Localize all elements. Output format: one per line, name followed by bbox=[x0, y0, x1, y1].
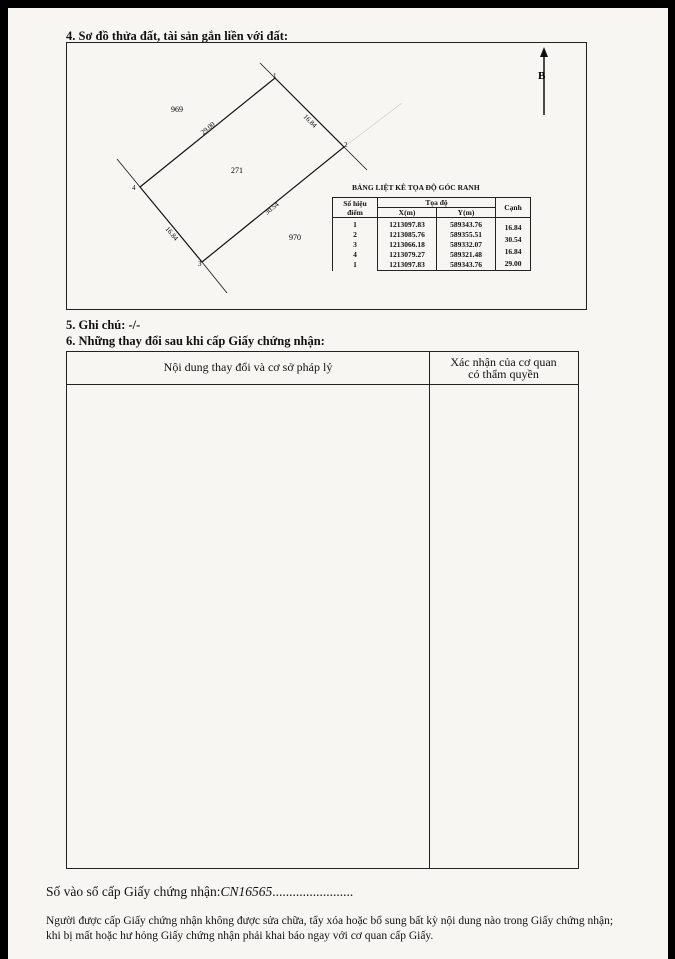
parcel-number: 271 bbox=[231, 166, 243, 175]
north-arrow-head-icon bbox=[540, 47, 548, 57]
table-cell: 1213097.83 bbox=[389, 260, 425, 269]
table-cell: 29.00 bbox=[504, 259, 522, 268]
col-point-header: Số hiệu điểm bbox=[333, 198, 378, 218]
col-confirm-header bbox=[429, 356, 578, 380]
table-cell: 1213066.18 bbox=[389, 240, 425, 249]
edge-length-label: 30.54 bbox=[263, 200, 281, 217]
changes-table bbox=[66, 351, 579, 869]
vertex-label: 4 bbox=[132, 184, 136, 192]
registry-label: Số vào sổ cấp Giấy chứng nhận: bbox=[46, 884, 221, 899]
neighbor-line bbox=[344, 103, 402, 147]
section-5-title: 5. Ghi chú: -/- bbox=[66, 318, 141, 332]
table-cell: 1213085.76 bbox=[389, 230, 425, 239]
table-cell: 1 bbox=[353, 260, 357, 269]
table-cell: 30.54 bbox=[504, 235, 522, 244]
table-cell: 1213097.83 bbox=[389, 220, 425, 229]
vertex-label: 2 bbox=[344, 141, 348, 149]
north-label: B bbox=[538, 70, 546, 82]
coord-table-title: BẢNG LIỆT KÊ TỌA ĐỘ GÓC RANH bbox=[352, 183, 480, 192]
table-cell: 589332.07 bbox=[450, 240, 482, 249]
neighbor-parcel-number: 970 bbox=[289, 233, 301, 242]
table-cell: 1 bbox=[353, 220, 357, 229]
col-x-header: X(m) bbox=[378, 208, 437, 218]
warning-note: Người được cấp Giấy chứng nhận không được sửa chữa, tẩy xóa hoặc bổ sung bất kỳ nội dung nào trong Giấy chứng nhận; khi bị mất hoặc hư hỏng Giấy chứng nhận phải khai báo ngay với cơ quan cấp Giấy. bbox=[46, 915, 614, 942]
boundary-extension bbox=[202, 262, 227, 293]
neighbor-parcel-number: 969 bbox=[171, 105, 183, 114]
col-confirm-line1: Xác nhận của cơ quan bbox=[450, 355, 557, 369]
table-cell: 3 bbox=[353, 240, 357, 249]
table-cell: 2 bbox=[353, 230, 357, 239]
table-cell: 16.84 bbox=[504, 223, 522, 232]
registry-dots: ........................ bbox=[272, 884, 354, 899]
table-cell: 589321.48 bbox=[450, 250, 482, 259]
section-6-title: 6. Những thay đổi sau khi cấp Giấy chứng nhận: bbox=[66, 334, 325, 348]
table-cell: 4 bbox=[353, 250, 357, 259]
registry-line bbox=[46, 884, 353, 900]
boundary-extension bbox=[117, 159, 140, 187]
table-cell: 589343.76 bbox=[450, 260, 482, 269]
table-cell: 589355.51 bbox=[450, 230, 482, 239]
col-coord-header: Tọa độ bbox=[378, 198, 496, 208]
edge-length-label: 16.84 bbox=[301, 112, 319, 130]
edge-length-label: 29.00 bbox=[199, 120, 217, 137]
vertex-label: 3 bbox=[198, 260, 202, 268]
col-content-header: Nội dung thay đổi và cơ sở pháp lý bbox=[163, 360, 333, 374]
col-edge-header: Cạnh bbox=[496, 198, 531, 218]
table-cell: 1213079.27 bbox=[389, 250, 425, 259]
edge-length-label: 16.84 bbox=[163, 225, 180, 243]
boundary-extension bbox=[344, 147, 367, 170]
table-cell: 589343.76 bbox=[450, 220, 482, 229]
vertex-label: 1 bbox=[273, 72, 277, 80]
section-4-title: 4. Sơ đồ thửa đất, tài sản gắn liền với đất: bbox=[66, 29, 289, 43]
col-confirm-line2: có thẩm quyền bbox=[468, 367, 539, 381]
table-cell: 16.84 bbox=[504, 247, 522, 256]
coordinate-table bbox=[332, 197, 531, 271]
registry-number: CN16565 bbox=[220, 884, 273, 899]
col-y-header: Y(m) bbox=[437, 208, 496, 218]
